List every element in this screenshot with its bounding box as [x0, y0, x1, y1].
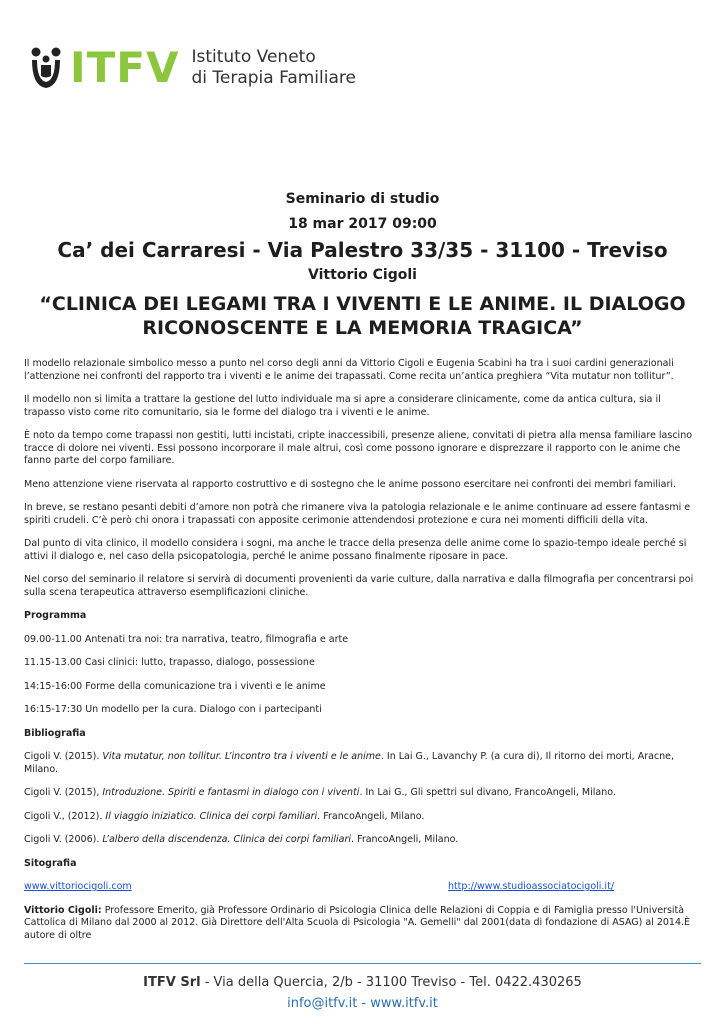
link-studioassociatocigoli[interactable]: http://www.studioassociatocigoli.it/ — [447, 881, 614, 892]
paragraph: Meno attenzione viene riservata al rapporto costruttivo e di sostegno che le anime possono esercitare nei confronti dei membri familiari. — [24, 478, 677, 490]
paragraph: Dal punto di vita clinico, il modello considera i sogni, ma anche le tracce della presenza delle anime come lo spazio-tempo ideale perché si attivi il dialogo e, nel caso della psicopatologia, perché le anime possano finalmente riposare in pace. — [24, 538, 687, 562]
footer-company: ITFV Srl — [143, 975, 201, 990]
programma-item: 14:15-16:00 Forme della comunicazione tra i viventi e le anime — [24, 680, 326, 692]
footer-divider — [24, 963, 701, 964]
speaker-bio — [24, 905, 704, 943]
event-datetime: 18 mar 2017 09:00 — [288, 216, 437, 232]
programma-heading: Programma — [24, 610, 87, 621]
bibliografia-item: Cigoli V., (2012). Il viaggio iniziatico. Clinica dei corpi familiari. FrancoAngeli, Milano. — [24, 810, 425, 822]
footer-contacts: info@itfv.it - www.itfv.it — [287, 996, 438, 1011]
footer-address — [0, 975, 725, 990]
programma-item: 11.15-13.00 Casi clinici: lutto, trapasso, dialogo, possessione — [24, 657, 315, 668]
event-venue: Ca’ dei Carraresi - Via Palestro 33/35 - 31100 - Treviso — [57, 238, 668, 262]
brand-wordmark: ITFV — [70, 43, 180, 92]
sitografia-links — [24, 881, 614, 894]
programma-item: 09.00-11.00 Antenati tra noi: tra narrativa, teatro, filmografia e arte — [24, 633, 349, 645]
brand-subtitle-line2: di Terapia Familiare — [191, 68, 356, 88]
logo — [30, 44, 356, 92]
paragraph: Il modello relazionale simbolico messo a punto nel corso degli anni da Vittorio Cigoli e Eugenia Scabini ha tra i suoi cardini generazionali l’attenzione nei confronti del rapporto tra i viventi e le anime dei trapassati. Come recita un’antica preghiera “Vita mutatur non tollitur”. — [24, 358, 674, 382]
bibliografia-item: Cigoli V. (2015). Vita mutatur, non tollitur. L’incontro tra i viventi e le anime. In Lai G., Lavanchy P. (a cura di), Il ritorno dei morti, Aracne, Milano. — [24, 751, 675, 775]
event-speaker: Vittorio Cigoli — [308, 267, 417, 283]
document-body — [24, 358, 704, 953]
paragraph: Il modello non si limita a trattare la gestione del lutto individuale ma si apre a considerare clinicamente, come da antica cultura, sia il trapasso visto come rito comunitario, sia le forme del dialogo tra i viventi e le anime. — [24, 394, 661, 418]
speaker-bio-name: Vittorio Cigoli: — [24, 904, 102, 916]
sitografia-heading: Sitografia — [24, 857, 77, 869]
brand-subtitle — [191, 47, 355, 89]
bibliografia-item: Cigoli V. (2006). L’albero della discendenza. Clinica dei corpi familiari. FrancoAngeli, Milano. — [24, 834, 459, 845]
brand-subtitle-line1: Istituto Veneto — [191, 47, 316, 67]
paragraph: In breve, se restano pesanti debiti d’amore non potrà che rimanere viva la patologia relazionale e le anime continuare ad essere fantasmi e spiriti crudeli. C’è però chi onora i trapassati con apposite cerimonie attendendosi protezione e cura nei momenti difficili della vita. — [24, 502, 691, 526]
speaker-bio-text: Professore Emerito, già Professore Ordinario di Psicologia Clinica delle Relazioni di Coppia e di Famiglia presso l'Università Cattolica di Milano dal 2000 al 2012. Già Direttore dell'Alta Scuola di Psicologia "A. Gemelli" dal 2001(data di fondazione di ASAG) al 2014.È autore di oltre — [24, 904, 691, 941]
bibliografia-item: Cigoli V. (2015), Introduzione. Spiriti e fantasmi in dialogo con i viventi. In Lai G., Gli spettri sul divano, FrancoAngeli, Milano. — [24, 787, 616, 798]
event-type: Seminario di studio — [285, 191, 440, 207]
footer-address-text: - Via della Quercia, 2/b - 31100 Treviso - Tel. 0422.430265 — [200, 975, 582, 990]
event-title-line2: RICONOSCENTE E LA MEMORIA TRAGICA” — [142, 317, 583, 339]
paragraph: È noto da tempo come trapassi non gestiti, lutti incistati, cripte inaccessibili, presenze aliene, convitati di pietra alla mensa familiare lascino tracce di dolore nei viventi. Essi possono incorporare il male altrui, così come possono ignorare e disprezzare il rapporto con le anime che fanno parte del corpo familiare. — [24, 430, 693, 466]
bibliografia-heading: Bibliografia — [24, 727, 86, 739]
family-icon — [30, 46, 62, 90]
paragraph: Nel corso del seminario il relatore si servirà di documenti provenienti da varie culture, dalla narrativa e dalla filmografia per concentrarsi poi sulla scena terapeutica attraverso esemplificazioni cliniche. — [24, 574, 694, 598]
event-title-line1: “CLINICA DEI LEGAMI TRA I VIVENTI E LE ANIME. IL DIALOGO — [39, 293, 686, 315]
event-title — [0, 292, 725, 340]
programma-item: 16:15-17:30 Un modello per la cura. Dialogo con i partecipanti — [24, 704, 322, 715]
link-vittoriocigoli[interactable]: www.vittoriocigoli.com — [24, 881, 132, 892]
